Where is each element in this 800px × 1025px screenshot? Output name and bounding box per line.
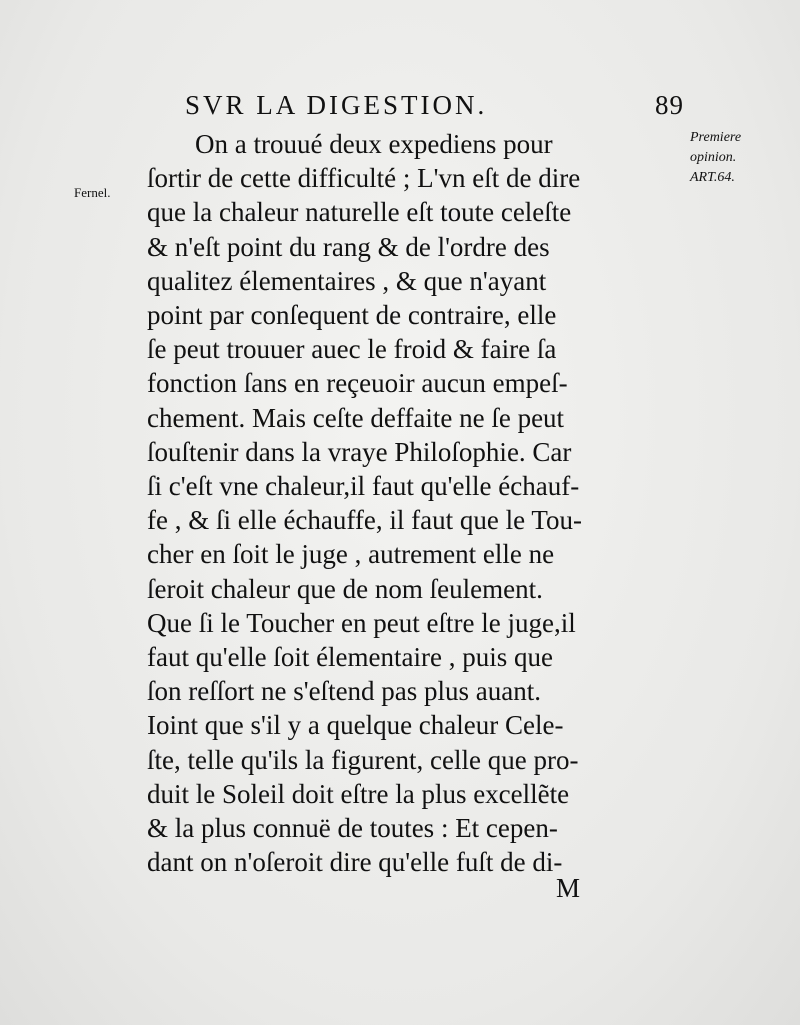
margin-note-left: Fernel. xyxy=(74,185,111,200)
text-line: cher en ſoit le juge , autrement elle ne xyxy=(147,539,555,570)
margin-note-line: opinion. xyxy=(690,150,737,165)
text-line: dant on n'oſeroit dire qu'elle fuſt de di- xyxy=(147,847,563,878)
signature-mark: M xyxy=(556,873,581,903)
text-line: point par conſequent de contraire, elle xyxy=(147,300,557,331)
text-line: chement. Mais ceſte deffaite ne ſe peut xyxy=(147,402,565,433)
text-line: Que ſi le Toucher en peut eſtre le juge,il xyxy=(147,607,576,638)
running-title: SVR LA DIGESTION. xyxy=(185,90,488,120)
text-line: que la chaleur naturelle eſt toute celeſte xyxy=(147,197,572,228)
text-line: On a trouué deux expediens pour xyxy=(195,129,553,159)
text-line: faut qu'elle ſoit élementaire , puis que xyxy=(147,642,553,673)
text-line: ſeroit chaleur que de nom ſeulement. xyxy=(147,573,543,604)
text-line: Ioint que s'il y a quelque chaleur Cele- xyxy=(147,710,564,741)
margin-note-line: ART.64. xyxy=(690,170,735,185)
text-line: duit le Soleil doit eſtre la plus excellẽte xyxy=(147,778,570,809)
text-line: ſouſtenir dans la vraye Philoſophie. Car xyxy=(147,436,572,467)
text-line: ſte, telle qu'ils la figurent, celle que pro- xyxy=(147,744,579,775)
margin-note-line: Premiere xyxy=(690,130,742,145)
page-number: 89 xyxy=(655,90,684,120)
text-line: & n'eſt point du rang & de l'ordre des xyxy=(147,231,550,262)
text-line: fonction ſans en reçeuoir aucun empeſ- xyxy=(147,368,568,399)
margin-note-right xyxy=(690,128,741,188)
text-line: ſortir de cette difficulté ; L'vn eſt de dire xyxy=(147,163,581,194)
text-line: fe , & ſi elle échauffe, il faut que le Tou- xyxy=(147,505,582,536)
text-line: ſon reſſort ne s'eſtend pas plus auant. xyxy=(147,676,542,707)
text-line: ſi c'eſt vne chaleur,il faut qu'elle échauf- xyxy=(147,471,580,502)
text-line: qualitez élementaires , & que n'ayant xyxy=(147,265,547,296)
body-text xyxy=(147,127,687,879)
text-line: & la plus connuë de toutes : Et cepen- xyxy=(147,813,558,844)
text-line: ſe peut trouuer auec le froid & faire ſa xyxy=(147,334,557,365)
